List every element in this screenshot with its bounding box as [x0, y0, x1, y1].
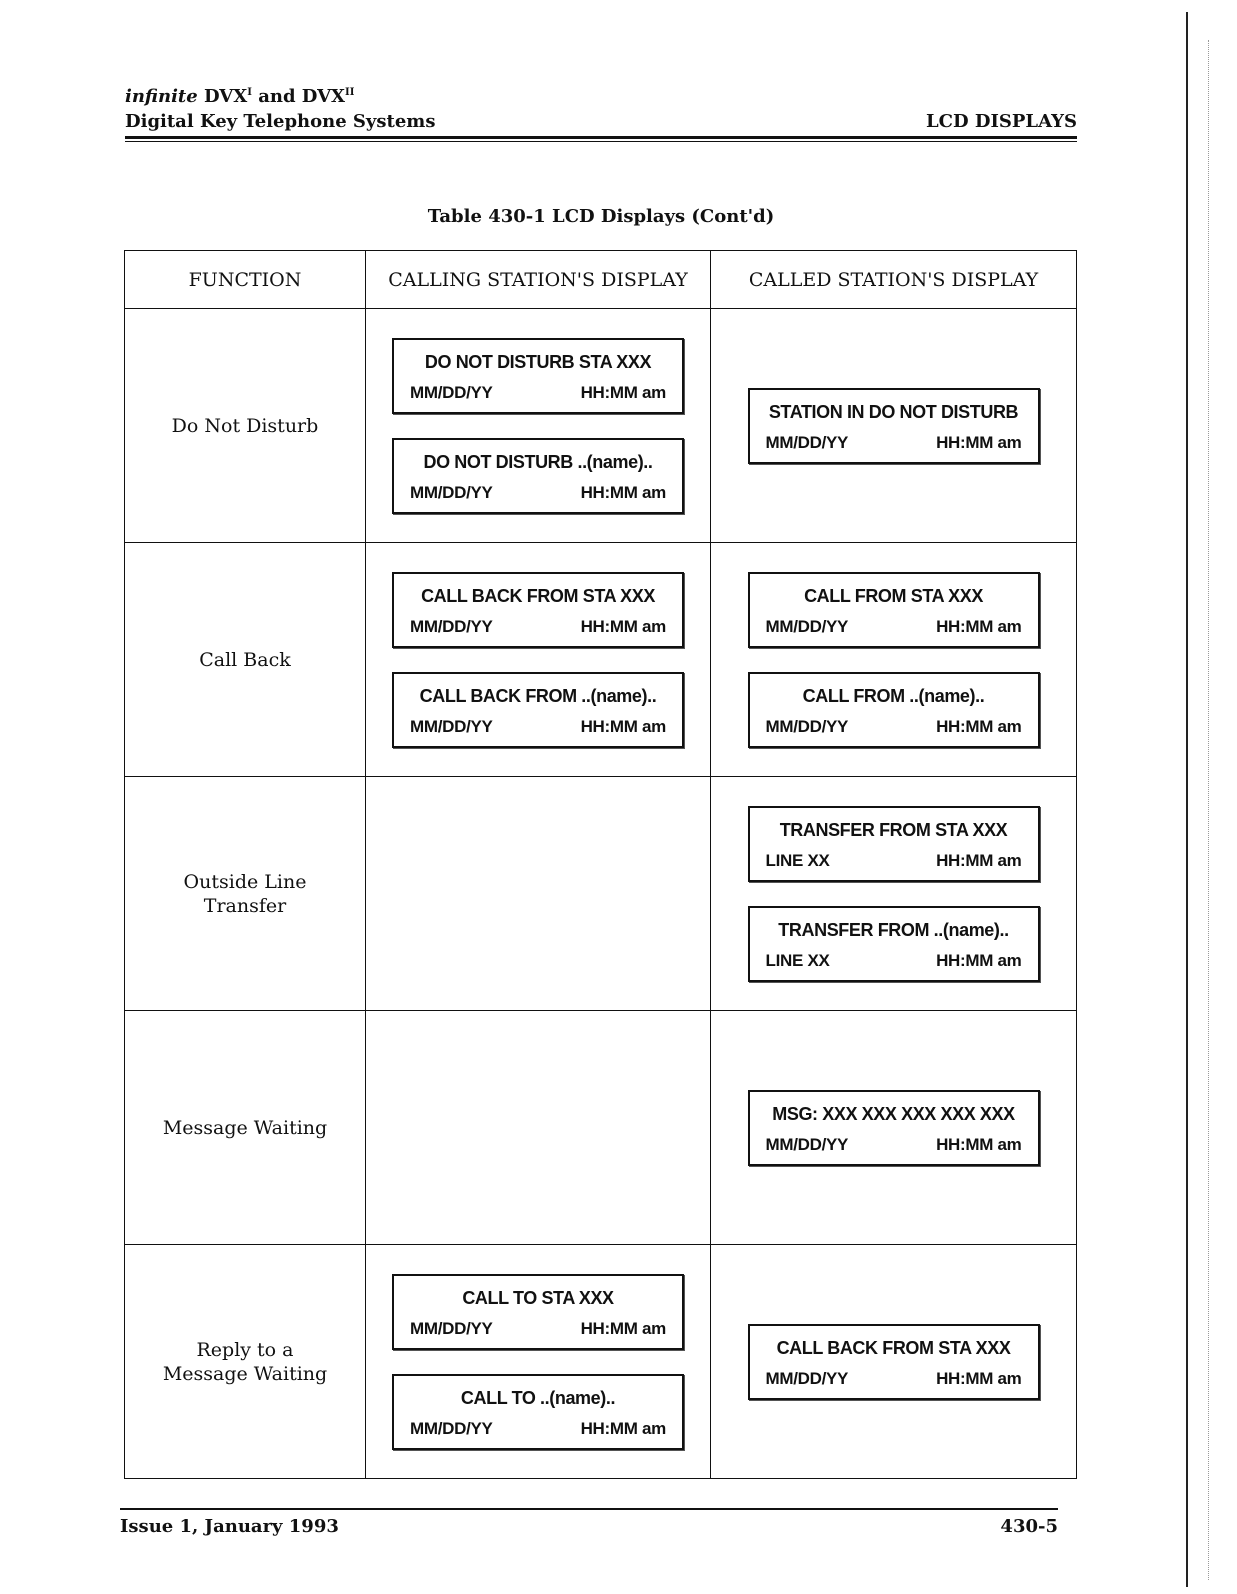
lcd-display — [748, 388, 1040, 464]
lcd-line-2-left: MM/DD/YY — [410, 616, 493, 636]
lcd-line-2-left: MM/DD/YY — [410, 382, 493, 402]
lcd-line-2-left: MM/DD/YY — [410, 716, 493, 736]
function-label: Transfer — [203, 894, 287, 917]
called-display-group — [711, 309, 1076, 542]
called-display-group — [711, 777, 1076, 1010]
lcd-display — [748, 906, 1040, 982]
calling-display-group — [366, 309, 710, 542]
called-display-cell — [711, 543, 1077, 777]
lcd-display — [748, 1324, 1040, 1400]
header-section: LCD DISPLAYS — [926, 111, 1077, 132]
lcd-line-2 — [410, 617, 666, 637]
function-label: Outside Line — [183, 870, 307, 893]
lcd-line-2 — [766, 951, 1022, 971]
header-rule — [125, 136, 1077, 142]
lcd-line-1: MSG: XXX XXX XXX XXX XXX — [772, 1103, 1015, 1124]
function-label: Reply to a — [196, 1338, 294, 1361]
lcd-line-1: TRANSFER FROM STA XXX — [779, 819, 1008, 840]
lcd-line-2 — [766, 617, 1022, 637]
lcd-line-2 — [766, 851, 1022, 871]
lcd-display — [748, 1090, 1040, 1166]
function-label: Message Waiting — [162, 1362, 328, 1385]
lcd-line-1: DO NOT DISTURB STA XXX — [424, 351, 652, 372]
called-display-cell — [711, 1011, 1077, 1245]
lcd-line-2-right: HH:MM am — [580, 616, 666, 636]
lcd-line-2 — [410, 483, 666, 503]
column-header-function: FUNCTION — [125, 251, 366, 309]
lcd-line-1: CALL TO ..(name).. — [460, 1387, 616, 1408]
column-header-calling: CALLING STATION'S DISPLAY — [366, 251, 711, 309]
lcd-display — [392, 672, 684, 748]
lcd-line-2-right: HH:MM am — [936, 1134, 1022, 1154]
function-label: Call Back — [199, 648, 291, 671]
product-title — [125, 86, 1077, 107]
lcd-line-2-right: HH:MM am — [936, 716, 1022, 736]
called-display-group — [711, 1011, 1076, 1244]
function-cell — [125, 1245, 366, 1479]
page-footer — [120, 1508, 1058, 1537]
lcd-line-2 — [410, 383, 666, 403]
lcd-line-1: CALL BACK FROM STA XXX — [776, 1337, 1011, 1358]
lcd-line-2-right: HH:MM am — [936, 850, 1022, 870]
function-cell — [125, 309, 366, 543]
table-row — [125, 1245, 1077, 1479]
footer-page-number: 430-5 — [1000, 1516, 1058, 1537]
table-header-row — [125, 251, 1077, 309]
function-cell — [125, 1011, 366, 1245]
lcd-line-2 — [766, 717, 1022, 737]
lcd-line-2-left: MM/DD/YY — [410, 1318, 493, 1338]
table-row — [125, 777, 1077, 1011]
called-display-cell — [711, 1245, 1077, 1479]
lcd-display — [392, 1374, 684, 1450]
product-name-dvx2: and DVX — [258, 86, 346, 107]
header-subtitle: Digital Key Telephone Systems — [125, 111, 436, 132]
table-row — [125, 1011, 1077, 1245]
calling-display-cell — [366, 777, 711, 1011]
lcd-display — [392, 572, 684, 648]
lcd-line-2 — [410, 1319, 666, 1339]
lcd-line-2 — [766, 1135, 1022, 1155]
lcd-line-1: DO NOT DISTURB ..(name).. — [423, 451, 653, 472]
calling-display-group — [366, 1011, 710, 1244]
column-header-called: CALLED STATION'S DISPLAY — [711, 251, 1077, 309]
lcd-line-2-right: HH:MM am — [936, 432, 1022, 452]
lcd-displays-table — [124, 250, 1077, 1479]
lcd-line-2-left: MM/DD/YY — [765, 1368, 849, 1388]
table-row — [125, 309, 1077, 543]
product-name-italic: infinite — [125, 86, 198, 107]
lcd-line-2-right: HH:MM am — [936, 616, 1022, 636]
table-body — [125, 309, 1077, 1479]
lcd-line-2-left: LINE XX — [765, 850, 830, 870]
page-header — [125, 86, 1077, 142]
lcd-line-2 — [410, 1419, 666, 1439]
called-display-cell — [711, 777, 1077, 1011]
calling-display-cell — [366, 309, 711, 543]
lcd-line-1: CALL TO STA XXX — [462, 1287, 614, 1308]
lcd-line-2-right: HH:MM am — [580, 382, 666, 402]
lcd-line-2-right: HH:MM am — [580, 1418, 666, 1438]
lcd-display — [748, 572, 1040, 648]
lcd-line-2-right: HH:MM am — [580, 1318, 666, 1338]
function-label: Message Waiting — [162, 1116, 328, 1139]
page-edge-dots — [1208, 40, 1209, 1580]
function-label: Do Not Disturb — [171, 414, 319, 437]
lcd-line-2-left: MM/DD/YY — [410, 1418, 493, 1438]
lcd-display — [392, 1274, 684, 1350]
lcd-line-1: CALL FROM STA XXX — [804, 585, 983, 606]
called-display-group — [711, 543, 1076, 776]
lcd-line-2-right: HH:MM am — [936, 950, 1022, 970]
calling-display-group — [366, 543, 710, 776]
function-cell — [125, 543, 366, 777]
lcd-line-1: CALL BACK FROM STA XXX — [421, 585, 655, 606]
lcd-line-2-left: MM/DD/YY — [765, 1134, 849, 1154]
lcd-display — [748, 672, 1040, 748]
lcd-line-2 — [766, 1369, 1022, 1389]
lcd-line-2-left: MM/DD/YY — [765, 432, 849, 452]
lcd-line-2-left: LINE XX — [765, 950, 830, 970]
page-edge-line — [1186, 12, 1188, 1587]
superscript-1: I — [247, 87, 252, 98]
product-name-dvx1: DVX — [203, 86, 248, 107]
lcd-display — [392, 338, 684, 414]
called-display-group — [711, 1245, 1076, 1478]
lcd-line-2 — [766, 433, 1022, 453]
lcd-line-2 — [410, 717, 666, 737]
function-cell — [125, 777, 366, 1011]
lcd-line-1: TRANSFER FROM ..(name).. — [778, 919, 1009, 940]
table-row — [125, 543, 1077, 777]
calling-display-cell — [366, 1011, 711, 1245]
lcd-line-1: CALL FROM ..(name).. — [802, 685, 985, 706]
called-display-cell — [711, 309, 1077, 543]
superscript-2: II — [345, 87, 355, 98]
lcd-line-1: STATION IN DO NOT DISTURB — [768, 401, 1019, 422]
lcd-line-2-left: MM/DD/YY — [765, 616, 849, 636]
lcd-line-2-right: HH:MM am — [936, 1368, 1022, 1388]
lcd-line-2-right: HH:MM am — [580, 482, 666, 502]
lcd-line-2-right: HH:MM am — [580, 716, 666, 736]
footer-issue: Issue 1, January 1993 — [120, 1516, 339, 1537]
lcd-line-2-left: MM/DD/YY — [410, 482, 493, 502]
calling-display-group — [366, 1245, 710, 1478]
lcd-line-2-left: MM/DD/YY — [765, 716, 849, 736]
lcd-line-1: CALL BACK FROM ..(name).. — [419, 685, 657, 706]
table-caption: Table 430-1 LCD Displays (Cont'd) — [427, 206, 775, 227]
lcd-display — [392, 438, 684, 514]
calling-display-group — [366, 777, 710, 1010]
calling-display-cell — [366, 1245, 711, 1479]
calling-display-cell — [366, 543, 711, 777]
lcd-display — [748, 806, 1040, 882]
